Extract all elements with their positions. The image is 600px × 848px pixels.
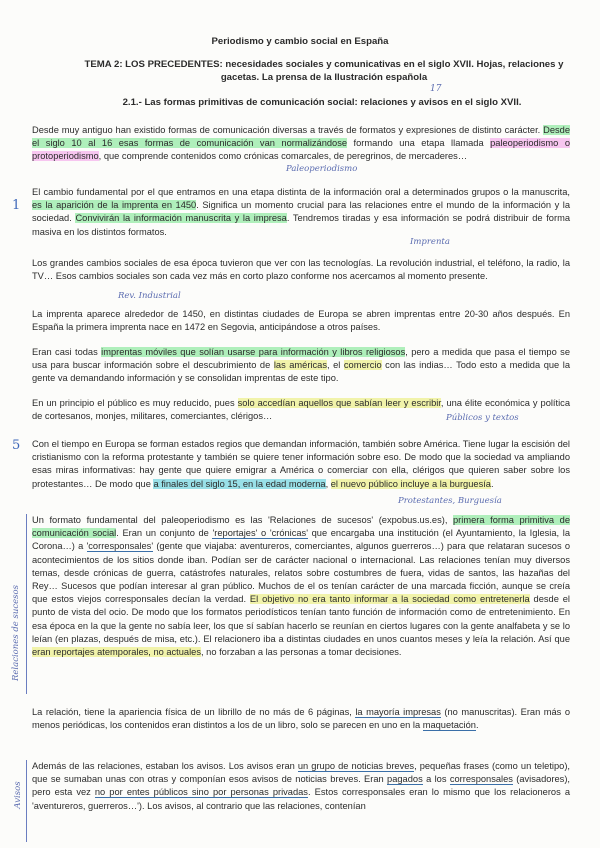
margin-note-rev-industrial: Rev. Industrial: [118, 291, 181, 301]
paragraph-press-spread: La imprenta aparece alrededor de 1450, en distintas ciudades de Europa se abren imprentas entre 20-30 años después. En España la primera imprenta nace en 1472 en Segovia, anticipándose a otros países.: [32, 309, 570, 333]
paragraph-regional-states: Con el tiempo en Europa se forman estados regios que demandan información, también sobre América. Tiene lugar la escisión del cristianismo con la reforma protestante y también se quiere tener información sobre eso. De modo que la sociedad va ampliando esas miras informativas: hay gente que quiere emigrar a América o comerciar con ella, clérigos que quieren saber sobre los protestantes… De modo que a finales del siglo 15, en la edad moderna, el nuevo público incluye a la burguesía.: [32, 439, 570, 489]
paragraph-avisos: Además de las relaciones, estaban los avisos. Los avisos eran un grupo de noticias breves, pequeñas frases (como un teletipo), que se sumaban unas con otras y componían esos avisos de noticias breves. Eran pagados a los corresponsales (avisadores), pero esta vez no por entes públicos sino por personas privadas. Estos corresponsales eran lo mismo que los relacioneros a 'aventureros, guerreros…'). Los avisos, al contrario que las relaciones, contenían: [32, 761, 570, 811]
topic-heading: TEMA 2: LOS PRECEDENTES: necesidades sociales y comunicativas en el siglo XVII. Hojas, relaciones y gacetas. La prensa de la Ilustración española: [84, 59, 564, 83]
margin-mark: 5: [12, 438, 21, 453]
margin-note-protestantes: Protestantes, Burguesía: [398, 496, 502, 506]
margin-note-avisos: Avisos: [13, 781, 23, 809]
paragraph-relation-format: La relación, tiene la apariencia física de un librillo de no más de 6 páginas, la mayoría impresas (no manuscritas). Eran más o menos periódicas, los contenidos eran distintos a los de un libro, solo se parecen en uno en la maquetación.: [32, 707, 570, 731]
margin-note-paleoperiodismo: Paleoperiodismo: [286, 164, 358, 174]
margin-mark: 1: [12, 198, 21, 213]
paragraph-social-changes: Los grandes cambios sociales de esa época tuvieron que ver con las tecnologías. La revolución industrial, el teléfono, la radio, la TV… Esos cambios sociales son cada vez más en corto plazo conforme nos acercamos al momento presente.: [32, 258, 570, 282]
paragraph-printing-press: El cambio fundamental por el que entramos en una etapa distinta de la información oral a determinados grupos o la manuscrita, es la aparición de la imprenta en 1450. Significa un momento crucial para las relaciones entre el mundo de la información y la sociedad. Convivirán la información manuscrita y la impresa. Tendremos tiradas y esa información se podrá distribuir de forma masiva en los distintos formatos.: [32, 187, 570, 237]
handwritten-superscript: 17: [430, 84, 442, 94]
margin-note-imprenta: Imprenta: [410, 237, 450, 247]
margin-note-publicos: Públicos y textos: [446, 413, 519, 423]
paragraph-origins: Desde muy antiguo han existido formas de comunicación diversas a través de formatos y expresiones de distinto carácter. Desde el siglo 10 al 16 esas formas de comunicación van normalizándose formando una etapa llamada paleoperiodismo o protoperiodismo, que comprende contenidos como crónicas comarcales, de peregrinos, de mercaderes…: [32, 125, 570, 162]
margin-note-relaciones: Relaciones de sucesos: [11, 584, 21, 682]
paragraph-public: En un principio el público es muy reducido, pues solo accedían aquellos que sabían leer y escribir, una élite económica y política de cortesanos, monjes, militares, comerciantes, clérigos…: [32, 398, 570, 422]
section-heading: 2.1.- Las formas primitivas de comunicación social: relaciones y avisos en el siglo XVII.: [122, 97, 522, 108]
paragraph-relaciones: Un formato fundamental del paleoperiodismo es las 'Relaciones de sucesos' (expobus.us.es), primera forma primitiva de comunicación social. Eran un conjunto de 'reportajes' o 'crónicas' que encargaba una institución (el Ayuntamiento, la Iglesia, la Corona…) a 'corresponsales' (gente que viajaba: aventureros, comerciantes, algunos guerreros…) para que relataran sucesos o acontecimientos de los sitios donde iban. Podían ser de carácter nacional o internacional. Las relaciones tenían muy diversos temas, desde crónicas de guerra, catástrofes naturales, relatos sobre costumbres de fuera, vidas de santos, las hazañas del Rey… Sucesos que podían interesar al gran público. Muchos de el os tenían carácter de una marcada ficción, aunque se creía que estos viejos corresponsales decían la verdad. El objetivo no era tanto informar a la sociedad como entretenerla desde el punto de vista del ocio. De modo que los formatos periodísticos tenían tanto función de información como de entretenimiento. En esa época en la que la gente no sabía leer, los que sí sabían hacerlo se reunían en ciertos lugares con la gente analfabeta y se lo leían (en plazas, después de misa, etc.). El relacionero iba a distintas ciudades en unos cuantos meses y leía la relación. Así que eran reportajes atemporales, no actuales, no forzaban a las personas a tomar decisiones.: [32, 515, 570, 658]
margin-bracket: [26, 514, 27, 694]
paragraph-mobile-presses: Eran casi todas imprentas móviles que solían usarse para información y libros religiosos, pero a medida que pasa el tiempo se usa para buscar información sobre el descubrimiento de las américas, el comercio con las indias… Todo esto a medida que la gente va demandando información y se consolidan imprentas de este tipo.: [32, 347, 570, 384]
document-title: Periodismo y cambio social en España: [211, 36, 389, 47]
margin-bracket: [26, 760, 27, 842]
